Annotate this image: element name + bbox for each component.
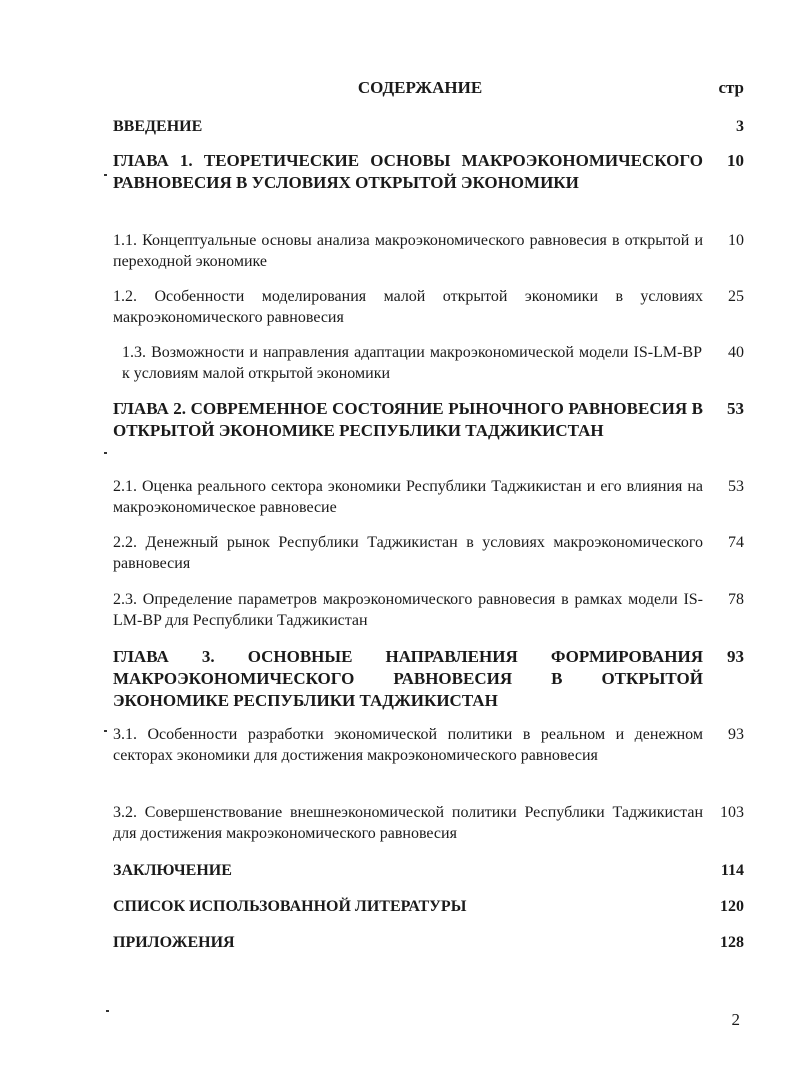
toc-entry-text: 1.1. Концептуальные основы анализа макроэкономического равновесия в открытой и переходной экономике [113, 232, 703, 270]
toc-entry-page: 3 [736, 118, 744, 135]
toc-title: СОДЕРЖАНИЕ [357, 78, 483, 97]
toc-entry-page: 93 [728, 726, 744, 743]
page-number: 2 [731, 1010, 740, 1029]
toc-entry-text: 3.1. Особенности разработки экономической политики в реальном и денежном секторах экономики для достижения макроэкономического равновесия [113, 726, 703, 764]
toc-entry-text: 3.2. Совершенствование внешнеэкономической политики Республики Таджикистан для достижения макроэкономического равновесия [113, 804, 703, 842]
toc-entry-page: 78 [728, 591, 744, 608]
toc-entry-page: 40 [728, 344, 744, 361]
toc-entry-text: ПРИЛОЖЕНИЯ [113, 934, 235, 951]
toc-entry-page: 74 [728, 534, 744, 551]
toc-entry-text: 1.2. Особенности моделирования малой открытой экономики в условиях макроэкономического равновесия [113, 288, 703, 326]
toc-entry-page: 10 [727, 151, 744, 170]
toc-entry-page: 25 [728, 288, 744, 305]
toc-entry-text: ЗАКЛЮЧЕНИЕ [113, 862, 232, 879]
toc-entry-text: ГЛАВА 2. СОВРЕМЕННОЕ СОСТОЯНИЕ РЫНОЧНОГО РАВНОВЕСИЯ В ОТКРЫТОЙ ЭКОНОМИКЕ РЕСПУБЛИКИ ТАДЖИКИСТАН [113, 399, 703, 440]
toc-entry-text: ГЛАВА 3. ОСНОВНЫЕ НАПРАВЛЕНИЯ ФОРМИРОВАНИЯ МАКРОЭКОНОМИЧЕСКОГО РАВНОВЕСИЯ В ОТКРЫТОЙ ЭКОНОМИКЕ РЕСПУБЛИКИ ТАДЖИКИСТАН [113, 647, 703, 710]
toc-entry-page: 103 [720, 804, 744, 821]
toc-entry-text: 2.3. Определение параметров макроэкономического равновесия в рамках модели IS-LM-BP для Республики Таджикистан [113, 591, 703, 629]
toc-entry-text: СПИСОК ИСПОЛЬЗОВАННОЙ ЛИТЕРАТУРЫ [113, 898, 467, 915]
toc-entry-page: 93 [727, 647, 744, 666]
scan-speck [106, 1010, 109, 1012]
toc-entry-text: ГЛАВА 1. ТЕОРЕТИЧЕСКИЕ ОСНОВЫ МАКРОЭКОНОМИЧЕСКОГО РАВНОВЕСИЯ В УСЛОВИЯХ ОТКРЫТОЙ ЭКОНОМИКИ [113, 151, 703, 192]
toc-entry-page: 53 [727, 399, 744, 418]
toc-entry-page: 10 [728, 232, 744, 249]
toc-entry-text: 1.3. Возможности и направления адаптации макроэкономической модели IS-LM-BP к условиям малой открытой экономики [122, 344, 702, 382]
scan-speck [104, 730, 107, 732]
toc-entry-text: ВВЕДЕНИЕ [113, 118, 203, 135]
toc-entry-text: 2.1. Оценка реального сектора экономики Республики Таджикистан и его влияния на макроэкономическое равновесие [113, 478, 703, 516]
toc-entry-text: 2.2. Денежный рынок Республики Таджикистан в условиях макроэкономического равновесия [113, 534, 703, 572]
toc-entry-page: 53 [728, 478, 744, 495]
toc-entry-page: 114 [720, 862, 744, 879]
toc-entry-page: 120 [720, 898, 744, 915]
scan-speck [104, 174, 107, 176]
toc-entry-page: 128 [720, 934, 744, 951]
page-column-header: стр [718, 78, 744, 97]
scan-speck [104, 452, 107, 454]
